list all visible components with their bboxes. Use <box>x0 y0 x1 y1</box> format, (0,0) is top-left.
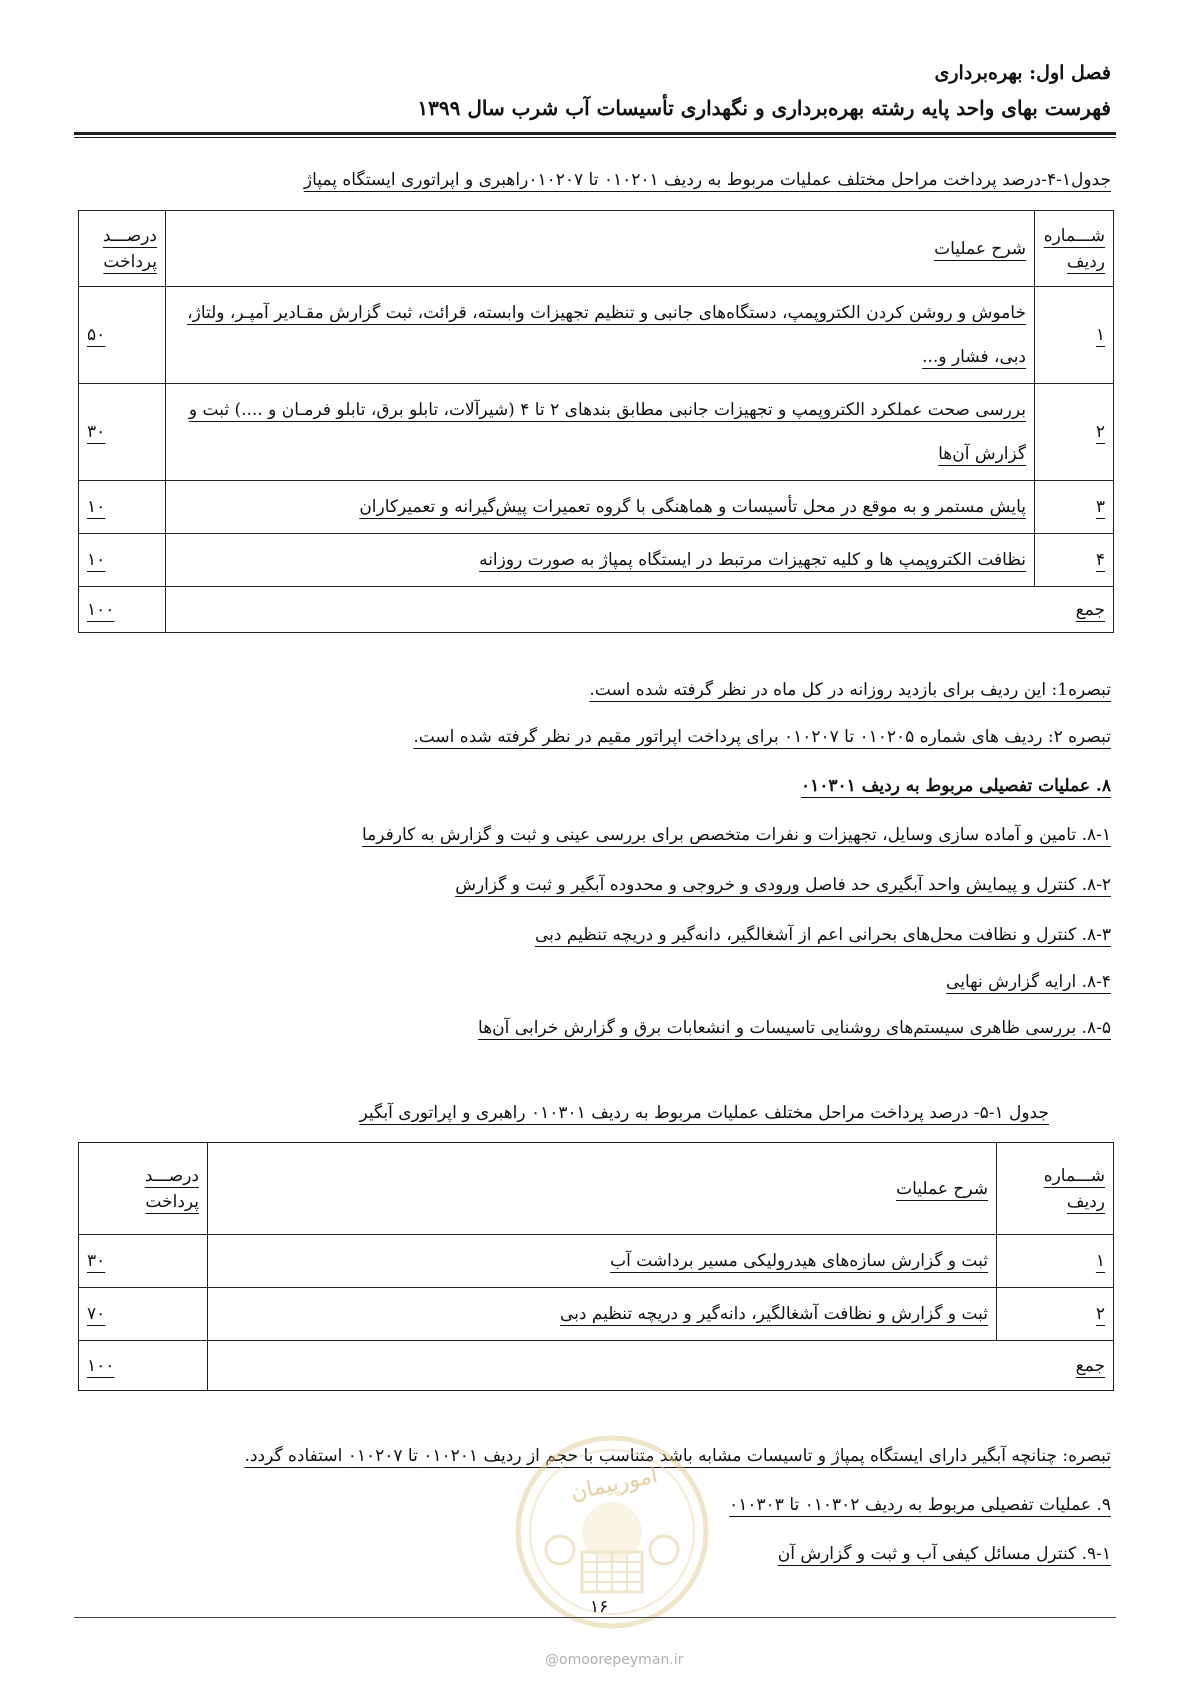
section-9-title: ۹. عملیات تفصیلی مربوط به ردیف ۰۱۰۳۰۲ تا ۰۱۰۳۰۳ <box>729 1495 1111 1515</box>
table1-header-row <box>79 211 1114 287</box>
row-description: پایش مستمر و به موقع در محل تأسیسات و هماهنگی با گروه تعمیرات پیش‌گیرانه و تعمیرکاران <box>166 481 1035 534</box>
table-row <box>79 534 1114 587</box>
table1-header-description <box>166 211 1035 287</box>
row-percent: ۳۰ <box>79 1235 208 1288</box>
section-8-item: ۸-۲. کنترل و پیمایش واحد آبگیری حد فاصل ورودی و خروجی و محدوده آبگیر و ثبت و گزارش <box>455 875 1111 895</box>
header-percent-top: درصـــد <box>102 225 157 246</box>
seal-text: امورپیمان <box>568 1463 660 1506</box>
seal-watermark-icon <box>512 1432 712 1632</box>
total-label: جمع <box>166 587 1114 633</box>
section-8-item: ۸-۱. تامین و آماده سازی وسایل، تجهیزات و نفرات متخصص برای بررسی عینی و ثبت و گزارش به کارفرما <box>361 825 1111 845</box>
row-description: خاموش و روشن کردن الکتروپمپ، دستگاه‌های جانبی و تنظیم تجهیزات وابسته، قرائت، ثبت گزارش مقـادیر آمپـر، ولتاژ، دبی، فشار و... <box>166 287 1035 384</box>
table2-header-row-number <box>997 1143 1114 1235</box>
header-description-label: شرح عملیات <box>896 1178 988 1199</box>
row-number: ۲ <box>1035 384 1114 481</box>
table-row <box>79 1288 1114 1341</box>
note-1: تبصره1: این ردیف برای بازدید روزانه در کل ماه در نظر گرفته شده است. <box>589 680 1111 700</box>
table1 <box>78 210 1114 633</box>
header-percent-bottom: پرداخت <box>145 1191 199 1212</box>
table-row <box>79 1235 1114 1288</box>
total-value: ۱۰۰ <box>79 587 166 633</box>
section-8-item: ۸-۳. کنترل و نظافت محل‌های بحرانی اعم از آشغالگیر، دانه‌گیر و دریچه تنظیم دبی <box>534 925 1111 945</box>
row-percent: ۱۰ <box>79 534 166 587</box>
chapter-title: فصل اول: بهره‌برداری <box>934 62 1111 84</box>
row-description: نظافت الکتروپمپ ها و کلیه تجهیزات مرتبط در ایستگاه پمپاژ به صورت روزانه <box>166 534 1035 587</box>
row-description: ثبت و گزارش سازه‌های هیدرولیکی مسیر برداشت آب <box>208 1235 997 1288</box>
section-9-item: ۹-۱. کنترل مسائل کیفی آب و ثبت و گزارش آن <box>777 1544 1111 1564</box>
table-row <box>79 384 1114 481</box>
table1-total-row <box>79 587 1114 633</box>
document-title: فهرست بهای واحد پایه رشته بهره‌برداری و نگهداری تأسیسات آب شرب سال ۱۳۹۹ <box>417 96 1111 120</box>
row-description: ثبت و گزارش و نظافت آشغالگیر، دانه‌گیر و دریچه تنظیم دبی <box>208 1288 997 1341</box>
table2-header-description <box>208 1143 997 1235</box>
row-description: بررسی صحت عملکرد الکتروپمپ و تجهیزات جانبی مطابق بندهای ۲ تا ۴ (شیرآلات، تابلو برق، تابلو فرمـان و ....) ثبت و گزارش آن‌ها <box>166 384 1035 481</box>
note-3: تبصره: چنانچه آبگیر دارای ایستگاه پمپاژ و تاسیسات مشابه باشد متناسب با حجم از ردیف ۰۱۰۲۰۱ تا ۰۱۰۲۰۷ استفاده گردد. <box>244 1446 1111 1466</box>
header-description-label: شرح عملیات <box>934 238 1026 259</box>
table1-caption: جدول۱-۴-درصد پرداخت مراحل مختلف عملیات مربوط به ردیف ۰۱۰۲۰۱ تا ۰۱۰۲۰۷راهبری و اپراتوری ایستگاه پمپاژ <box>303 170 1111 190</box>
row-number: ۴ <box>1035 534 1114 587</box>
header-row-number-top: شـــماره <box>1043 1165 1105 1186</box>
row-number: ۱ <box>1035 287 1114 384</box>
row-percent: ۱۰ <box>79 481 166 534</box>
header-divider <box>74 132 1116 135</box>
table2-total-row <box>79 1341 1114 1391</box>
header-row-number-top: شـــماره <box>1043 225 1105 246</box>
header-row-number-bottom: ردیف <box>1066 251 1105 272</box>
total-label: جمع <box>208 1341 1114 1391</box>
table2-caption: جدول ۱-۵- درصد پرداخت مراحل مختلف عملیات مربوط به ردیف ۰۱۰۳۰۱ راهبری و اپراتوری آبگیر <box>359 1103 1049 1123</box>
row-percent: ۷۰ <box>79 1288 208 1341</box>
table2-header-percent <box>79 1143 208 1235</box>
row-number: ۳ <box>1035 481 1114 534</box>
note-2: تبصره ۲: ردیف های شماره ۰۱۰۲۰۵ تا ۰۱۰۲۰۷ برای پرداخت اپراتور مقیم در نظر گرفته شده است. <box>413 727 1111 747</box>
footer-divider <box>74 1617 1116 1618</box>
row-percent: ۳۰ <box>79 384 166 481</box>
watermark-handle: @omoorepeyman.ir <box>545 1652 684 1668</box>
page-number: ۱۶ <box>590 1597 609 1617</box>
table2-header-row <box>79 1143 1114 1235</box>
header-row-number-bottom: ردیف <box>1066 1191 1105 1212</box>
header-percent-bottom: پرداخت <box>103 251 157 272</box>
row-number: ۲ <box>997 1288 1114 1341</box>
section-8-title: ۸. عملیات تفصیلی مربوط به ردیف ۰۱۰۳۰۱ <box>801 776 1111 796</box>
section-8-item: ۸-۴. ارایه گزارش نهایی <box>946 972 1111 992</box>
row-number: ۱ <box>997 1235 1114 1288</box>
header-percent-top: درصـــد <box>144 1165 199 1186</box>
row-percent: ۵۰ <box>79 287 166 384</box>
table1-header-percent <box>79 211 166 287</box>
table-row <box>79 287 1114 384</box>
table2 <box>78 1142 1114 1391</box>
table1-header-row-number <box>1035 211 1114 287</box>
table-row <box>79 481 1114 534</box>
section-8-item: ۸-۵. بررسی ظاهری سیستم‌های روشنایی تاسیسات و انشعابات برق و گزارش خرابی آن‌ها <box>478 1018 1111 1038</box>
header-divider-thin <box>74 137 1116 138</box>
total-value: ۱۰۰ <box>79 1341 208 1391</box>
